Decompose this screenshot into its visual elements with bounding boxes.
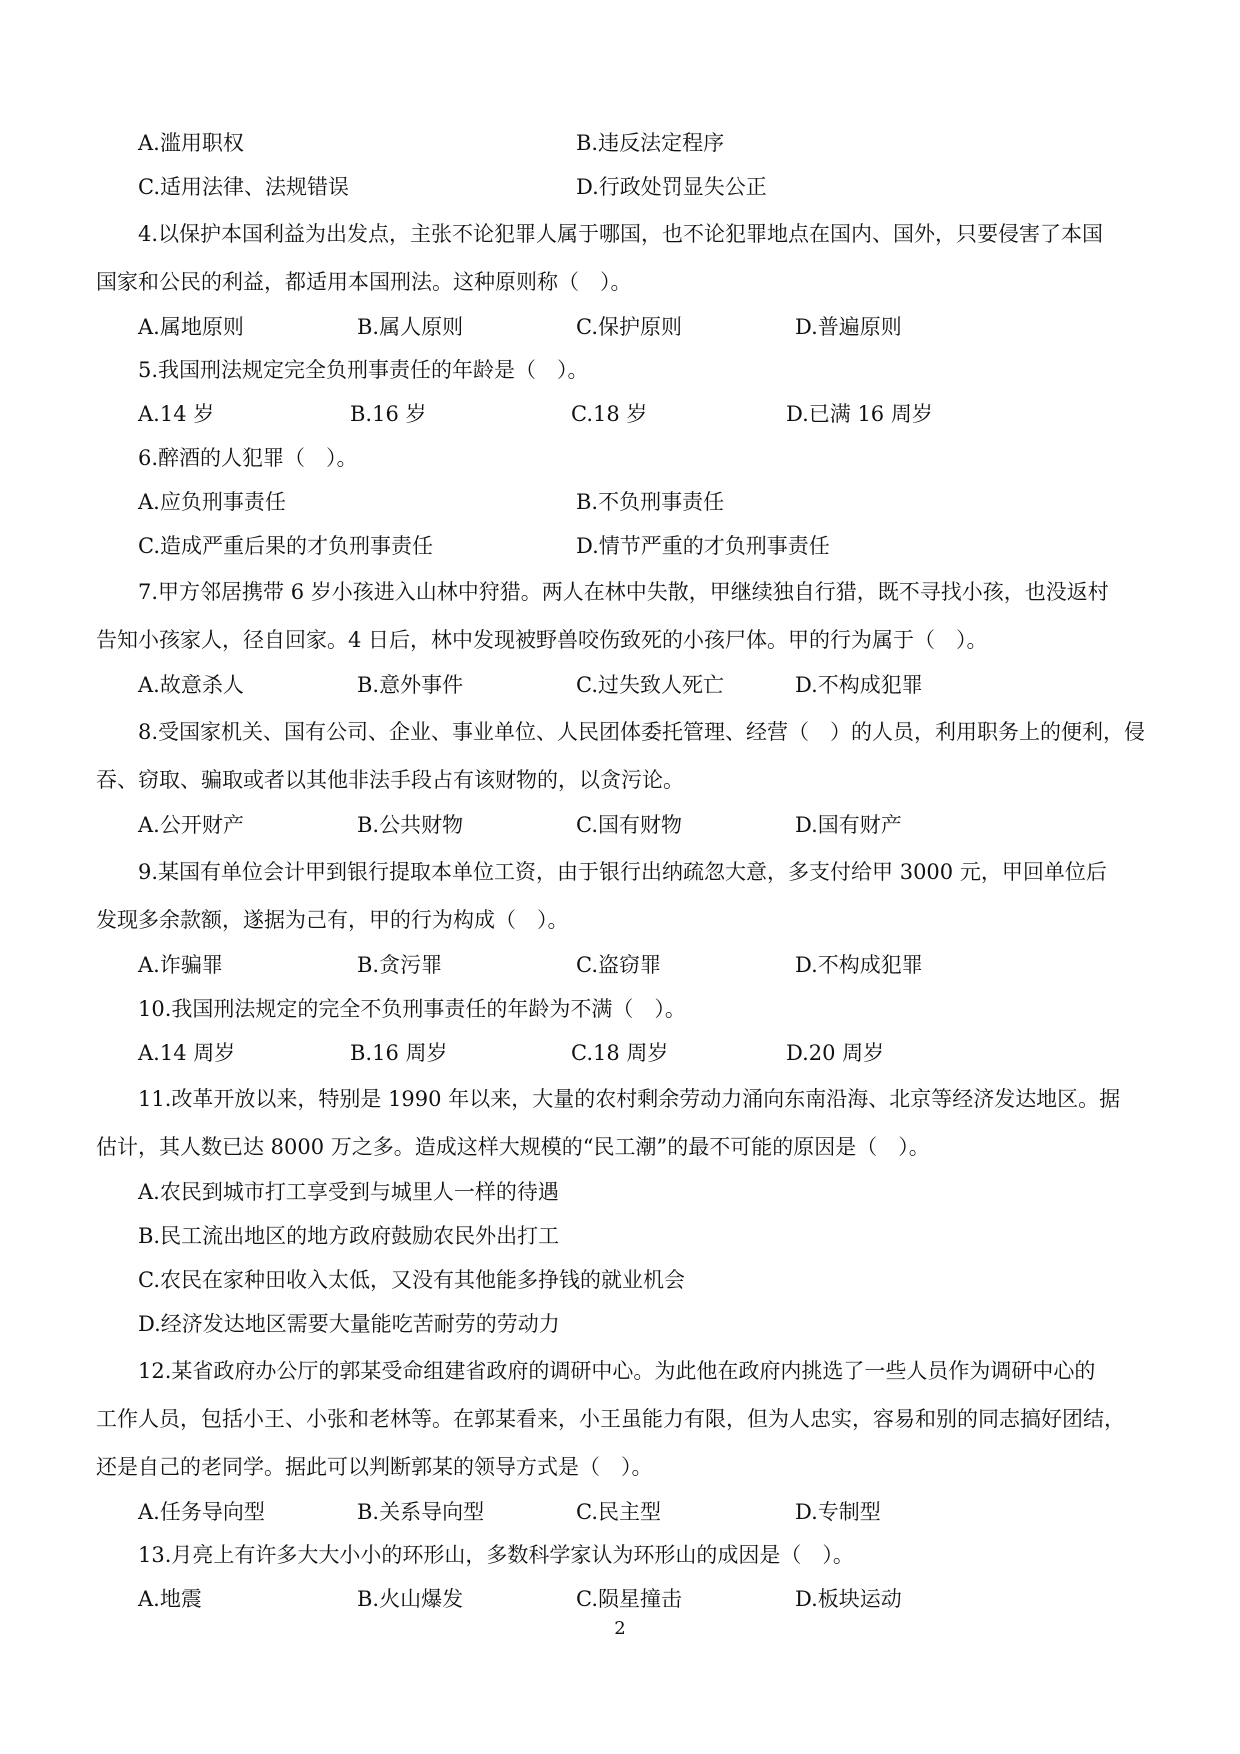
q11-option-b: B.民工流出地区的地方政府鼓励农民外出打工 (138, 1224, 560, 1249)
q10-option-a: A.14 周岁 (138, 1040, 236, 1065)
q13-options (96, 1578, 1144, 1622)
q13-text: 13.月亮上有许多大大小小的环形山，多数科学家认为环形山的成因是（ ）。 (138, 1543, 854, 1568)
q8-option-a: A.公开财产 (138, 813, 244, 838)
q8-text-line-1: 8.受国家机关、国有公司、企业、事业单位、人民团体委托管理、经营（ ）的人员，利用职务上的便利，侵 (138, 720, 1146, 745)
q9-option-a: A.诈骗罪 (138, 952, 223, 977)
q7-option-d: D.不构成犯罪 (795, 673, 923, 698)
q6-options-row-2 (96, 525, 1144, 569)
q3-option-c: C.适用法律、法规错误 (138, 174, 349, 199)
q4-option-d: D.普遍原则 (795, 314, 902, 339)
q7-text-line-1: 7.甲方邻居携带 6 岁小孩进入山林中狩猎。两人在林中失散，甲继续独自行猎，既不寻找小孩，也没返村 (138, 580, 1109, 605)
q8-text-line-2: 吞、窃取、骗取或者以其他非法手段占有该财物的，以贪污论。 (96, 768, 684, 793)
q7-option-c: C.过失致人死亡 (576, 673, 724, 698)
q8-option-d: D.国有财产 (795, 813, 902, 838)
q10-option-d: D.20 周岁 (786, 1040, 885, 1065)
q12-option-d: D.专制型 (795, 1499, 881, 1524)
q5-text: 5.我国刑法规定完全负刑事责任的年龄是（ ）。 (138, 358, 589, 383)
q12-option-c: C.民主型 (576, 1499, 661, 1524)
q7-options (96, 664, 1144, 708)
q4-option-b: B.属人原则 (357, 314, 464, 339)
q6-option-d: D.情节严重的才负刑事责任 (576, 533, 830, 558)
q11-text-line-2: 估计，其人数已达 8000 万之多。造成这样大规模的“民工潮”的最不可能的原因是（ ）。 (96, 1135, 930, 1160)
q6-option-b: B.不负刑事责任 (576, 489, 725, 514)
q3-option-d: D.行政处罚显失公正 (576, 174, 767, 199)
q4-option-c: C.保护原则 (576, 314, 682, 339)
q8-option-c: C.国有财物 (576, 813, 682, 838)
q8-option-b: B.公共财物 (357, 813, 464, 838)
q9-option-c: C.盗窃罪 (576, 952, 661, 977)
q13-option-a: A.地震 (138, 1587, 202, 1612)
q4-text-line-2: 国家和公民的利益，都适用本国刑法。这种原则称（ ）。 (96, 269, 632, 294)
q5-option-c: C.18 岁 (571, 402, 648, 427)
q6-option-c: C.造成严重后果的才负刑事责任 (138, 533, 433, 558)
q6-text: 6.醉酒的人犯罪（ ）。 (138, 445, 358, 470)
q4-option-a: A.属地原则 (138, 314, 244, 339)
q9-text-line-2: 发现多余款额，遂据为己有，甲的行为构成（ ）。 (96, 907, 569, 932)
q9-text-line-1: 9.某国有单位会计甲到银行提取本单位工资，由于银行出纳疏忽大意，多支付给甲 3000 元，甲回单位后 (138, 859, 1107, 884)
q7-option-b: B.意外事件 (357, 673, 464, 698)
q3-options-row-1 (96, 122, 1144, 166)
q12-text-line-3: 还是自己的老同学。据此可以判断郭某的领导方式是（ ）。 (96, 1454, 653, 1479)
q4-options (96, 306, 1144, 350)
q8-options (96, 804, 1144, 848)
q6-option-a: A.应负刑事责任 (138, 489, 286, 514)
q12-text-line-2: 工作人员，包括小王、小张和老林等。在郭某看来，小王虽能力有限，但为人忠实，容易和别的同志搞好团结， (96, 1406, 1125, 1431)
q7-option-a: A.故意杀人 (138, 673, 244, 698)
q3-option-a: A.滥用职权 (138, 131, 244, 155)
q9-option-b: B.贪污罪 (357, 952, 443, 977)
q5-option-d: D.已满 16 周岁 (786, 402, 933, 427)
q5-option-b: B.16 岁 (350, 402, 427, 427)
q11-text-line-1: 11.改革开放以来，特别是 1990 年以来，大量的农村剩余劳动力涌向东南沿海、北京等经济发达地区。据 (138, 1087, 1121, 1112)
q10-options (96, 1032, 1144, 1076)
q9-option-d: D.不构成犯罪 (795, 952, 923, 977)
q6-options-row-1 (96, 481, 1144, 525)
q12-option-b: B.关系导向型 (357, 1499, 485, 1524)
q5-options (96, 393, 1144, 437)
q11-option-a: A.农民到城市打工享受到与城里人一样的待遇 (138, 1180, 559, 1205)
q4-text-line-1: 4.以保护本国利益为出发点，主张不论犯罪人属于哪国，也不论犯罪地点在国内、国外，只要侵害了本国 (138, 221, 1104, 246)
q5-option-a: A.14 岁 (138, 402, 215, 427)
q3-options-row-2 (96, 166, 1144, 210)
q7-text-line-2: 告知小孩家人，径自回家。4 日后，林中发现被野兽咬伤致死的小孩尸体。甲的行为属于（ ）。 (96, 628, 988, 653)
page-number: 2 (614, 1618, 626, 1639)
q13-option-c: C.陨星撞击 (576, 1587, 682, 1612)
q13-option-b: B.火山爆发 (357, 1587, 464, 1612)
q9-options (96, 944, 1144, 988)
q10-text: 10.我国刑法规定的完全不负刑事责任的年龄为不满（ ）。 (138, 996, 686, 1021)
q11-option-d: D.经济发达地区需要大量能吃苦耐劳的劳动力 (138, 1311, 560, 1336)
q3-option-b: B.违反法定程序 (576, 131, 725, 155)
q11-option-c: C.农民在家种田收入太低，又没有其他能多挣钱的就业机会 (138, 1267, 685, 1292)
q12-options (96, 1491, 1144, 1535)
question-list (96, 122, 1144, 1622)
q12-text-line-1: 12.某省政府办公厅的郭某受命组建省政府的调研中心。为此他在政府内挑选了一些人员作为调研中心的 (138, 1358, 1096, 1383)
q10-option-c: C.18 周岁 (571, 1040, 669, 1065)
q13-option-d: D.板块运动 (795, 1587, 902, 1612)
q10-option-b: B.16 周岁 (350, 1040, 448, 1065)
q12-option-a: A.任务导向型 (138, 1499, 265, 1524)
